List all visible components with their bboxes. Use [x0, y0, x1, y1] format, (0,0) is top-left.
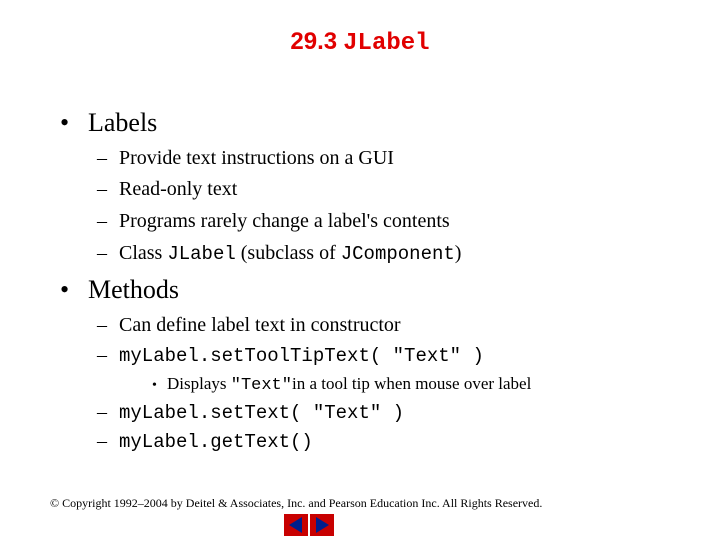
code-text: "Text"	[230, 376, 292, 395]
code-jlabel: JLabel	[167, 243, 236, 265]
section-number: 29.3	[290, 28, 338, 55]
sub-item	[97, 401, 404, 424]
dash-icon: –	[97, 210, 107, 232]
dash-icon: –	[97, 430, 107, 452]
dash-icon: –	[97, 401, 107, 423]
bullet-label: Methods	[88, 275, 179, 304]
bullet-dot-icon: •	[60, 108, 70, 137]
sub-item	[97, 344, 484, 367]
code-get-text: myLabel.getText()	[119, 431, 313, 453]
bullet-methods	[60, 275, 179, 305]
sub-sub-item: • Displays "Text"in a tool tip when mouse over label	[152, 374, 532, 395]
sub-item: – Programs rarely change a label's contents	[97, 210, 450, 232]
sub-item: – Provide text instructions on a GUI	[97, 147, 394, 169]
bullet-label: Labels	[88, 108, 158, 137]
sub-item: – Can define label text in constructor	[97, 314, 401, 336]
section-name: JLabel	[343, 30, 430, 57]
copyright-footer: © Copyright 1992–2004 by Deitel & Associates, Inc. and Pearson Education Inc. All Rights Reserved.	[50, 496, 543, 510]
bullet-labels	[60, 108, 157, 138]
code-set-tooltip: myLabel.setToolTipText( "Text" )	[119, 345, 484, 367]
slide-title	[0, 28, 720, 57]
next-slide-button[interactable]	[310, 514, 334, 536]
bullet-dot-icon: •	[152, 378, 157, 393]
sub-item	[97, 430, 313, 453]
bullet-dot-icon: •	[60, 275, 70, 304]
dash-icon: –	[97, 344, 107, 366]
sub-item: – Read-only text	[97, 178, 238, 200]
dash-icon: –	[97, 314, 107, 336]
code-jcomponent: JComponent	[340, 243, 455, 265]
dash-icon: –	[97, 147, 107, 169]
code-set-text: myLabel.setText( "Text" )	[119, 402, 405, 424]
sub-item: – Class JLabel (subclass of JComponent)	[97, 242, 462, 265]
dash-icon: –	[97, 242, 107, 264]
previous-slide-button[interactable]	[284, 514, 308, 536]
dash-icon: –	[97, 178, 107, 200]
